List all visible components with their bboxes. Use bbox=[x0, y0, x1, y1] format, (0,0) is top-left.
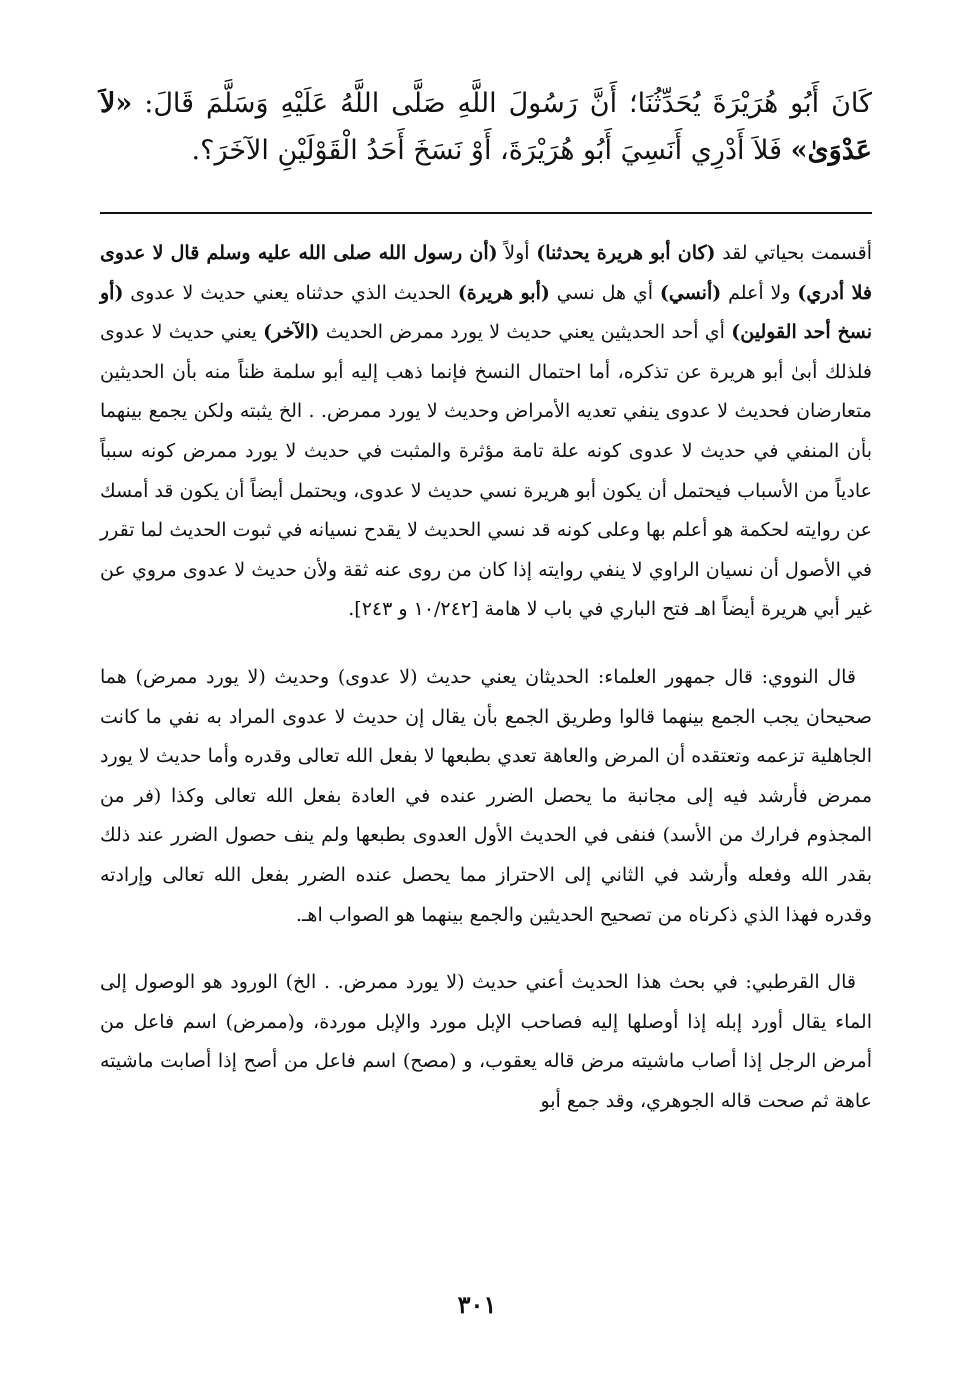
hadith-part-2: فَلاَ أَدْرِي أَنَسِيَ أَبُو هُرَيْرَةَ، أَوْ نَسَخَ أَحَدُ الْقَوْلَيْنِ الآخَرَ؟. bbox=[191, 135, 791, 166]
quoted-phrase: (كان أبو هريرة يحدثنا) bbox=[536, 242, 716, 264]
commentary-text: الحديث الذي حدثناه يعني حديث لا عدوى bbox=[123, 281, 458, 304]
page-content bbox=[100, 80, 872, 1149]
hadith-quote: «لاَ عَدْوَىٰ» bbox=[100, 88, 872, 166]
commentary-text: أي أحد الحديثين يعني حديث لا يورد ممرض الحديث bbox=[319, 321, 732, 344]
commentary-text: يعني حديث لا عدوى فلذلك أبىٰ أبو هريرة عن تذكره، أما احتمال النسخ فإنما ذهب إليه أبو سلمة ظناً منه بأن الحديثين متعارضان فحديث لا عدوى ينفي تعديه الأمراض وحديث لا يورد ممرض. . الخ يثبته ولكن يجمع بينهما بأن المنفي في حديث لا عدوى كونه علة تامة مؤثرة والمثبت في حديث لا يورد ممرض كونه سبباً عادياً من الأسباب فيحتمل أن يكون أبو هريرة نسي حديث لا عدوى، ويحتمل أيضاً أن يكون قد أمسك عن روايته لحكمة هو أعلم بها وعلى كونه قد نسي الحديث لا يقدح نسيانه في ثبوت الحديث لما تقرر في الأصول أن نسيان الراوي لا ينفي روايته إذا كان من روى عنه ثقة ولأن حديث لا عدوى مروي عن غير أبي هريرة أيضاً اهـ فتح الباري في باب لا هامة [١٠/٢٤٢ و ٢٤٣]. bbox=[100, 321, 872, 621]
hadith-text bbox=[100, 80, 872, 174]
quoted-phrase: (أو نسخ أحد القولين) bbox=[100, 281, 872, 344]
commentary-text: ولا أعلم bbox=[721, 281, 798, 304]
quoted-phrase: (الآخر) bbox=[263, 321, 320, 344]
quoted-phrase: (أنسي) bbox=[659, 281, 722, 304]
commentary-paragraph-qurtubi: قال القرطبي: في بحث هذا الحديث أعني حديث (لا يورد ممرض. . الخ) الورود هو الوصول إلى الماء يقال أورد إبله إذا أوصلها إليه فصاحب الإبل مورد والإبل موردة، و(ممرض) اسم فاعل من أمرض الرجل إذا أصاب ماشيته مرض قاله يعقوب، و (مصح) اسم فاعل من أصح إذا أصابت ماشيته عاهة ثم صحت قاله الجوهري، وقد جمع أبو bbox=[100, 971, 872, 1112]
quoted-phrase: (أبو هريرة) bbox=[457, 281, 550, 304]
commentary-text: أقسمت بحياتي لقد bbox=[715, 242, 872, 264]
quoted-phrase: (أن رسول الله صلى الله عليه وسلم قال لا عدوى فلا أدري) bbox=[100, 242, 872, 304]
commentary-text: أي هل نسي bbox=[549, 281, 660, 304]
hadith-part-1: كَانَ أَبُو هُرَيْرَةَ يُحَدِّثُنَا؛ أَنَّ رَسُولَ اللَّهِ صَلَّى اللَّهُ عَلَيْهِ وَسَلَّمَ قَالَ: bbox=[132, 88, 872, 119]
page-number: ٣٠١ bbox=[457, 1290, 497, 1319]
commentary-paragraph-nawawi: قال النووي: قال جمهور العلماء: الحديثان يعني حديث (لا عدوى) وحديث (لا يورد ممرض) هما صحيحان يجب الجمع بينهما قالوا وطريق الجمع بأن يقال إن حديث لا عدوى المراد به نفي ما كانت الجاهلية تزعمه وتعتقده أن المرض والعاهة تعدي بطبعها لا بفعل الله تعالى وقدره وأما حديث لا يورد ممرض فأرشد فيه إلى مجانبة ما يحصل الضرر عنده في العادة بفعل الله تعالى وكذا (فر من المجذوم فرارك من الأسد) فنفى في الحديث الأول العدوى بطبعها ولم ينف حصول الضرر عند ذلك بقدر الله وفعله وأرشد في الثاني إلى الاحتراز مما يحصل عنده الضرر بفعل الله تعالى وإرادته وقدره فهذا الذي ذكرناه من تصحيح الحديثين والجمع بينهما هو الصواب اهـ. bbox=[100, 665, 872, 926]
commentary-text: أولاً bbox=[497, 242, 537, 264]
commentary-paragraph-1 bbox=[100, 234, 872, 630]
separator-rule bbox=[100, 212, 872, 214]
